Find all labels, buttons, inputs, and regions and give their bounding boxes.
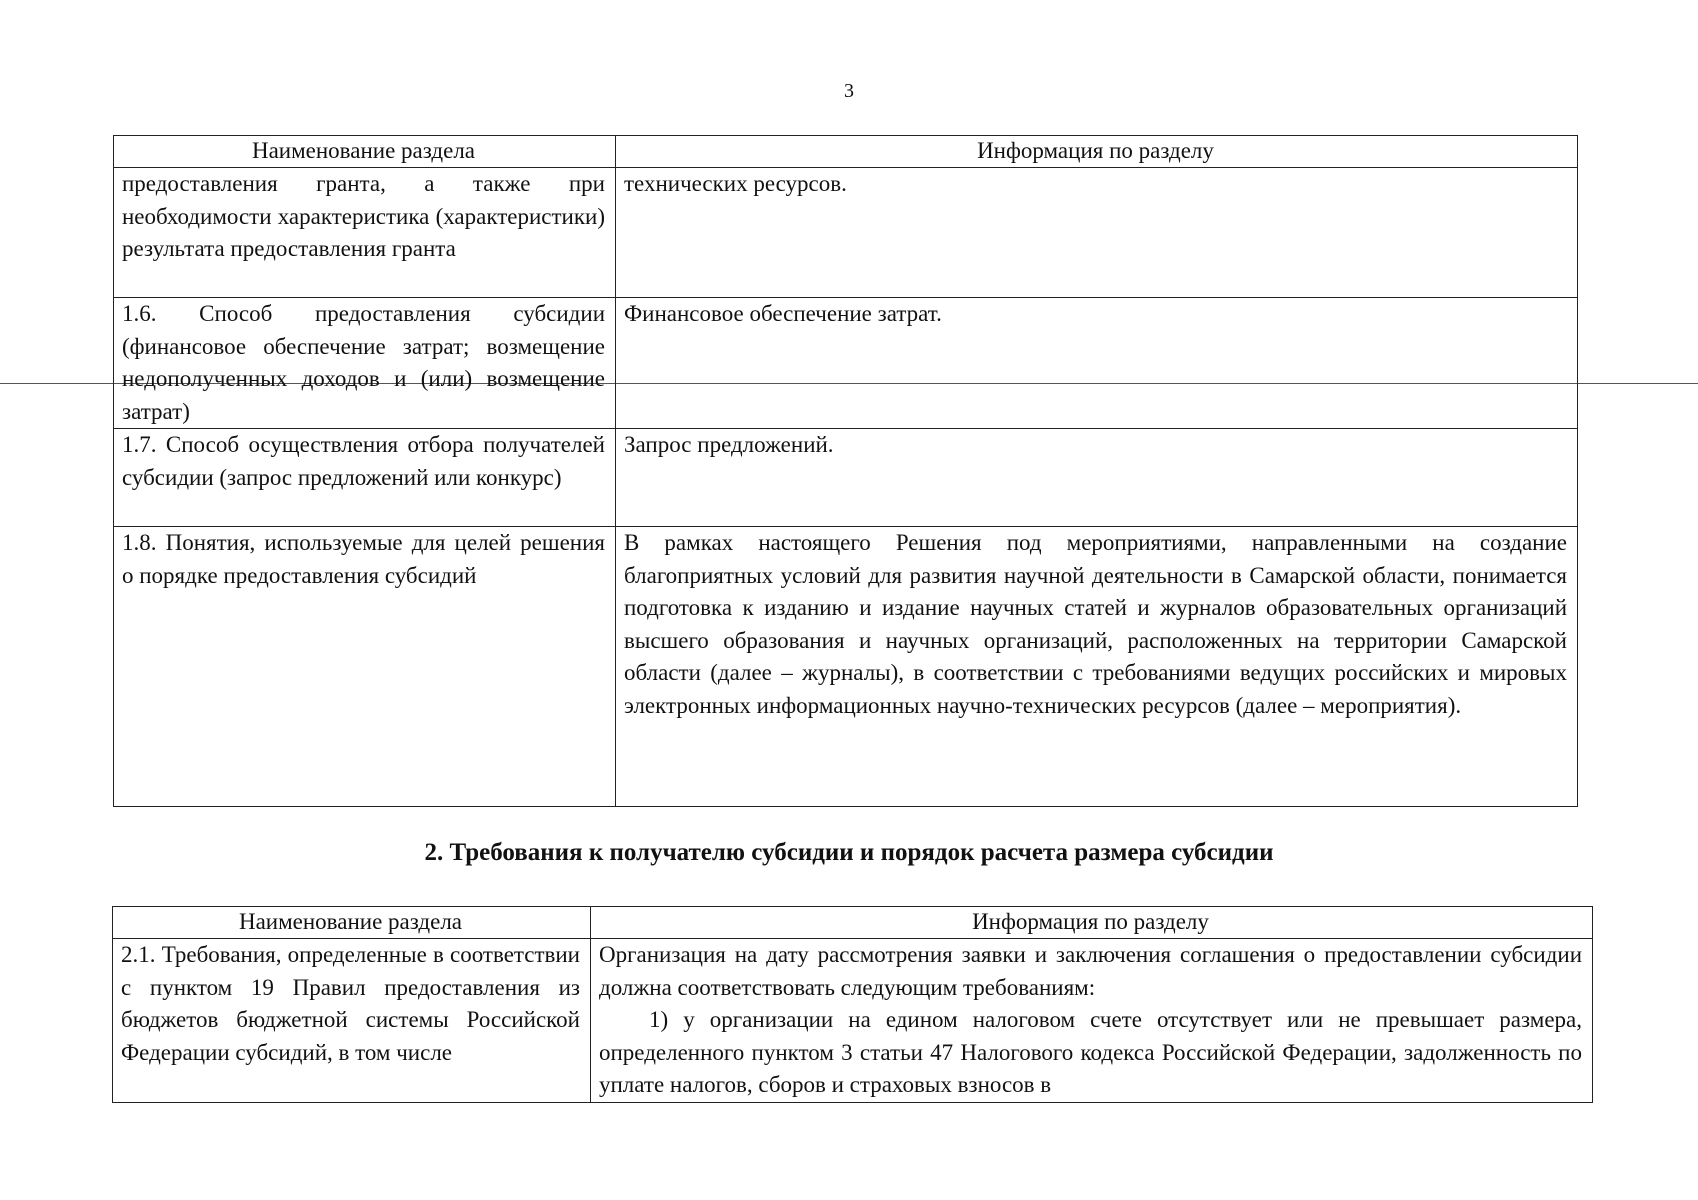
section-table-2 — [112, 906, 1593, 1103]
row-name-cell: 2.1. Требования, определенные в соответствии с пунктом 19 Правил предоставления из бюджетов бюджетной системы Российской Федерации субсидий, в том числе — [113, 939, 591, 1103]
row-info-cell: технических ресурсов. — [616, 168, 1578, 298]
header-info-column: Информация по разделу — [616, 136, 1578, 168]
table-row — [113, 939, 1593, 1103]
section-heading: 2. Требования к получателю субсидии и порядок расчета размера субсидии — [424, 839, 1274, 866]
table-row — [114, 168, 1578, 298]
header-info-column: Информация по разделу — [591, 907, 1593, 939]
table-header-row — [114, 136, 1578, 168]
info-paragraph: 1) у организации на едином налоговом счете отсутствует или не превышает размера, определенного пунктом 3 статьи 47 Налогового кодекса Российской Федерации, задолженность по уплате налогов, сборов и страховых взносов в — [599, 1007, 1582, 1097]
table-row — [114, 429, 1578, 527]
info-paragraph: Организация на дату рассмотрения заявки и заключения соглашения о предоставлении субсидии должна соответствовать следующим требованиям: — [599, 942, 1582, 1000]
row-name-cell: 1.8. Понятия, используемые для целей решения о порядке предоставления субсидий — [114, 527, 616, 807]
row-info-cell — [591, 939, 1593, 1103]
header-name-column: Наименование раздела — [113, 907, 591, 939]
row-info-cell: Финансовое обеспечение затрат. — [616, 298, 1578, 429]
row-name-cell: 1.7. Способ осуществления отбора получателей субсидии (запрос предложений или конкурс) — [114, 429, 616, 527]
table-header-row — [113, 907, 1593, 939]
row-name-cell: 1.6. Способ предоставления субсидии (финансовое обеспечение затрат; возмещение недополученных доходов и (или) возмещение затрат) — [114, 298, 616, 429]
row-info-cell: Запрос предложений. — [616, 429, 1578, 527]
table-row — [114, 527, 1578, 807]
table-row — [114, 298, 1578, 429]
page-number: 3 — [844, 80, 854, 102]
row-info-cell: В рамках настоящего Решения под мероприятиями, направленными на создание благоприятных условий для развития научной деятельности в Самарской области, понимается подготовка к изданию и издание научных статей и журналов образовательных организаций высшего образования и научных организаций, расположенных на территории Самарской области (далее – журналы), в соответствии с требованиями ведущих российских и мировых электронных информационных научно-технических ресурсов (далее – мероприятия). — [616, 527, 1578, 807]
section-table-1 — [113, 135, 1578, 807]
row-name-cell: предоставления гранта, а также при необходимости характеристика (характеристики) результата предоставления гранта — [114, 168, 616, 298]
header-name-column: Наименование раздела — [114, 136, 616, 168]
